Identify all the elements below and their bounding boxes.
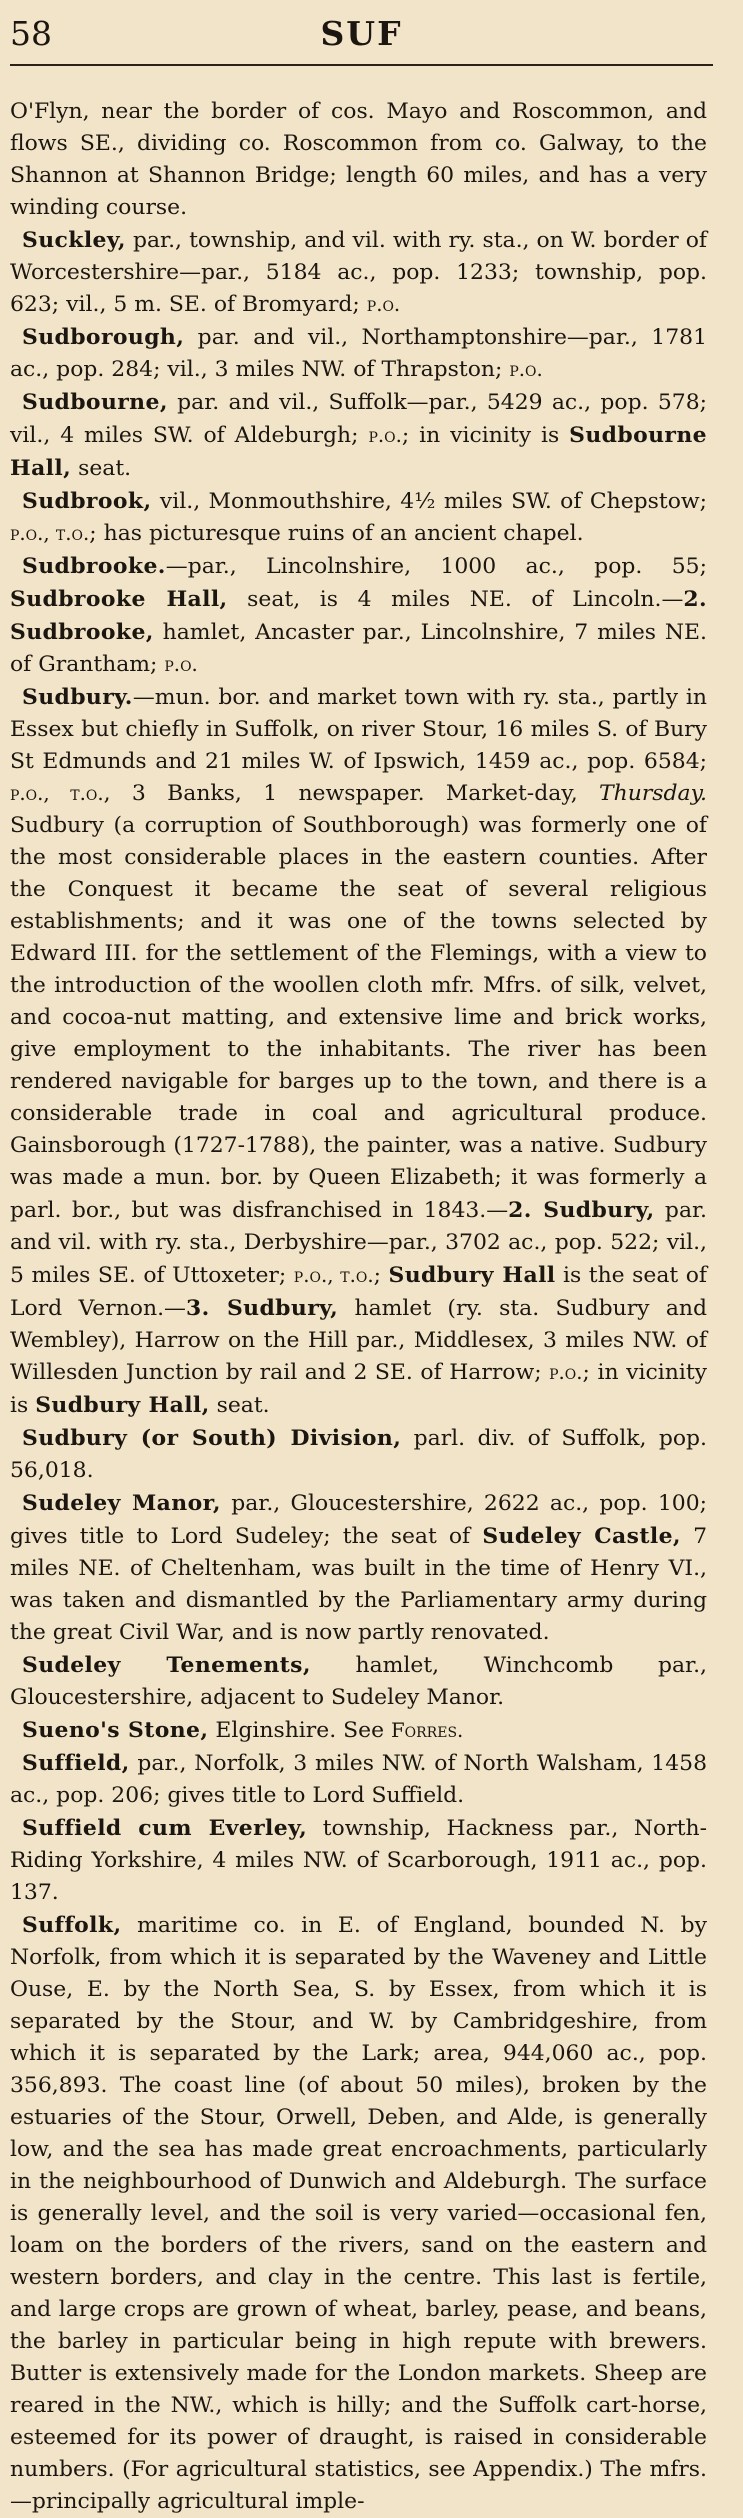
entries-column bbox=[10, 66, 743, 2518]
entry-headword: Sudbrook, bbox=[22, 488, 152, 514]
entry-headword: 2. Sudbrooke, bbox=[10, 586, 707, 645]
entry-abbreviation: Forres. bbox=[391, 1719, 464, 1742]
gazetteer-entry bbox=[10, 321, 707, 386]
entry-headword: Sudborough, bbox=[22, 324, 185, 350]
gazetteer-entry bbox=[10, 1422, 707, 1487]
entry-abbreviation: p.o. bbox=[509, 358, 543, 381]
entry-text: parl. div. of Suffolk, pop. 56,018. bbox=[10, 1426, 707, 1483]
entry-abbreviation: p.o. bbox=[366, 293, 401, 316]
gazetteer-entry bbox=[10, 96, 707, 224]
entry-text: —mun. bor. and market town with ry. sta., partly in Essex but chiefly in Suffolk, on river Stour, 16 miles S. of Bury St Edmunds and 21 miles W. of Ipswich, 1459 ac., pop. 6584; bbox=[10, 685, 707, 774]
entry-text: is the seat of Lord Vernon.— bbox=[10, 1263, 707, 1321]
entry-text: par., Norfolk, 3 miles NW. of North Walsham, 1458 ac., pop. 206; gives title to Lord Suffield. bbox=[10, 1751, 707, 1808]
entry-headword: 3. Sudbury, bbox=[185, 1295, 339, 1321]
entry-text: ; in vicinity is bbox=[401, 423, 570, 448]
entry-text: O'Flyn, near the border of cos. Mayo and Roscommon, and flows SE., dividing co. Roscommon from co. Galway, to the Shannon at Shannon Bridge; length 60 miles, and has a very winding course. bbox=[10, 99, 707, 220]
entry-headword: Suffield cum Everley, bbox=[22, 1815, 308, 1841]
gazetteer-entry bbox=[10, 1812, 707, 1909]
entry-text: hamlet, Ancaster par., Lincolnshire, 7 miles NE. of Grantham; bbox=[10, 620, 707, 677]
entry-text: par. and vil., Suffolk—par., 5429 ac., pop. 578; vil., 4 miles SW. of Aldeburgh; bbox=[10, 390, 707, 448]
entry-headword: Suffolk, bbox=[22, 1912, 122, 1938]
entry-text: hamlet, Winchcomb par., Gloucestershire, adjacent to Sudeley Manor. bbox=[10, 1653, 707, 1710]
entry-text: par. and vil., Northamptonshire—par., 1781 ac., pop. 284; vil., 3 miles NW. of Thrapston; bbox=[10, 325, 707, 382]
entry-headword: Sudbury Hall bbox=[388, 1262, 556, 1288]
gazetteer-entry bbox=[10, 1747, 707, 1812]
gazetteer-entry bbox=[10, 1909, 707, 2518]
gazetteer-entry bbox=[10, 1487, 707, 1649]
page-header bbox=[10, 0, 713, 66]
entry-text: —par., Lincolnshire, 1000 ac., pop. 55; bbox=[165, 554, 707, 579]
entry-abbreviation: p.o., t.o. bbox=[10, 522, 90, 545]
entry-headword: Sudeley Manor, bbox=[22, 1490, 221, 1516]
entry-headword: Sudbury (or South) Division, bbox=[22, 1425, 402, 1451]
entry-text: ; in vicinity is bbox=[10, 1360, 707, 1418]
gazetteer-entry bbox=[10, 550, 707, 681]
entry-headword: Sudeley Castle, bbox=[482, 1523, 681, 1549]
entry-abbreviation: p.o., t.o. bbox=[293, 1264, 374, 1287]
entry-headword: Sudbourne, bbox=[22, 389, 168, 415]
gazetteer-entry bbox=[10, 681, 707, 1422]
entry-abbreviation: p.o. bbox=[164, 653, 198, 676]
entry-text: seat. bbox=[209, 1393, 270, 1418]
gazetteer-entry bbox=[10, 1714, 707, 1747]
entry-text: ; has picturesque ruins of an ancient chapel. bbox=[89, 521, 584, 546]
gazetteer-entry bbox=[10, 386, 707, 485]
entry-headword: Suffield, bbox=[22, 1750, 130, 1776]
entry-text: seat. bbox=[71, 456, 132, 481]
entry-headword: Sudbury Hall, bbox=[35, 1392, 210, 1418]
entry-text: par., township, and vil. with ry. sta., on W. border of Worcestershire—par., 5184 ac., pop. 1233; township, pop. 623; vil., 5 m. SE. of Bromyard; bbox=[10, 228, 707, 317]
entry-headword: Sudbourne Hall, bbox=[10, 422, 707, 481]
entry-headword: Suckley, bbox=[22, 227, 126, 253]
page-number: 58 bbox=[10, 14, 52, 53]
entry-headword: Sudbrooke Hall, bbox=[10, 586, 228, 612]
gazetteer-entry bbox=[10, 485, 707, 550]
gazetteer-entry bbox=[10, 224, 707, 321]
entry-text: vil., Monmouthshire, 4½ miles SW. of Chepstow; bbox=[151, 489, 707, 514]
entry-text: seat, is 4 miles NE. of Lincoln.— bbox=[227, 587, 684, 612]
entry-text: , 3 Banks, 1 newspaper. Market-day, bbox=[103, 781, 600, 806]
entry-text: par. and vil. with ry. sta., Derbyshire—par., 3702 ac., pop. 522; vil., 5 miles SE. of Uttoxeter; bbox=[10, 1198, 708, 1288]
entry-text: par., Gloucestershire, 2622 ac., pop. 100; gives title to Lord Sudeley; the seat of bbox=[10, 1491, 707, 1549]
entry-headword: 2. Sudbury, bbox=[508, 1197, 655, 1223]
entry-abbreviation: p.o., t.o. bbox=[10, 782, 104, 805]
entry-text: ; bbox=[373, 1263, 389, 1288]
entry-text: Elginshire. See bbox=[208, 1718, 391, 1743]
running-head: SUF bbox=[320, 14, 403, 53]
entry-text: hamlet (ry. sta. Sudbury and Wembley), Harrow on the Hill par., Middlesex, 3 miles NW. of Willesden Junction by rail and 2 SE. of Harrow; bbox=[10, 1296, 707, 1385]
entry-headword: Sudbury. bbox=[22, 684, 133, 710]
entry-abbreviation: p.o. bbox=[549, 1361, 583, 1384]
entry-text: Sudbury (a corruption of Southborough) was formerly one of the most considerable places in the eastern counties. After the Conquest it became the seat of several religious establishments; and it was one of the towns selected by Edward III. for the settlement of the Flemings, with a view to the introduction of the woollen cloth mfr. Mfrs. of silk, velvet, and cocoa-nut matting, and extensive lime and brick works, give employment to the inhabitants. The river has been rendered navigable for barges up to the town, and there is a considerable trade in coal and agricultural produce. Gainsborough (1727-1788), the painter, was a native. Sudbury was made a mun. bor. by Queen Elizabeth; it was formerly a parl. bor., but was disfranchised in 1843.— bbox=[10, 813, 707, 1223]
gazetteer-entry bbox=[10, 1649, 707, 1714]
entry-text: maritime co. in E. of England, bounded N. by Norfolk, from which it is separated by the Waveney and Little Ouse, E. by the North Sea, S. by Essex, from which it is separated by the Stour, and W. by Cambridgeshire, from which it is separated by the Lark; area, 944,060 ac., pop. 356,893. The coast line (of about 50 miles), broken by the estuaries of the Stour, Orwell, Deben, and Alde, is generally low, and the sea has made great encroachments, particularly in the neighbourhood of Dunwich and Aldeburgh. The surface is generally level, and the soil is very varied—occasional fen, loam on the borders of the rivers, sand on the eastern and western borders, and clay in the centre. This last is fertile, and large crops are grown of wheat, barley, pease, and beans, the barley in particular being in high repute with brewers. Butter is extensively made for the London markets. Sheep are reared in the NW., which is hilly; and the Suffolk cart-horse, esteemed for its power of draught, is raised in considerable numbers. (For agricultural statistics, see Appendix.) The mfrs.—principally agricultural imple- bbox=[10, 1913, 707, 2514]
entry-headword: Sudbrooke. bbox=[22, 553, 166, 579]
entry-headword: Sueno's Stone, bbox=[22, 1717, 209, 1743]
entry-text: township, Hackness par., North-Riding Yorkshire, 4 miles NW. of Scarborough, 1911 ac., pop. 137. bbox=[10, 1816, 707, 1905]
entry-italic-text: Thursday. bbox=[599, 781, 708, 806]
entry-abbreviation: p.o. bbox=[368, 424, 402, 447]
entry-text: 7 miles NE. of Cheltenham, was built in the time of Henry VI., was taken and dismantled by the Parliamentary army during the great Civil War, and is now partly renovated. bbox=[10, 1524, 708, 1645]
entry-headword: Sudeley Tenements, bbox=[22, 1652, 311, 1678]
